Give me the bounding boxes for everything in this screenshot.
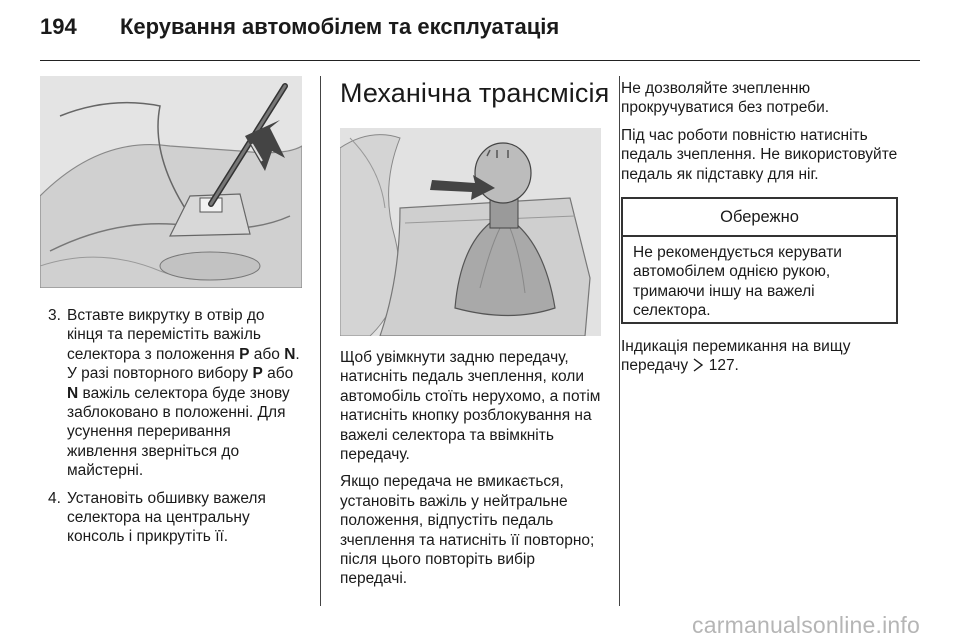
- instruction-step: [40, 306, 302, 481]
- instruction-step: [40, 489, 302, 547]
- body-paragraph: Під час роботи повністю натисніть педаль зчеплення. Не використовуйте педаль як підставку для ніг.: [621, 126, 898, 183]
- upshift-reference-text: Індикація перемикання на вищу передачу: [621, 338, 851, 375]
- caution-text: Не рекомендується керувати автомобілем однією рукою, тримаючи іншу на важелі селектора.: [633, 244, 842, 320]
- upshift-indicator-reference: [621, 337, 901, 378]
- step-number: 4.: [48, 489, 61, 507]
- page-header-title: Керування автомобілем та експлуатація: [120, 14, 560, 39]
- middle-column: [340, 348, 602, 597]
- step-text: . У разі повторного вибору: [67, 345, 300, 383]
- page-reference-arrow-icon: [692, 358, 704, 377]
- right-column-top: [621, 79, 901, 192]
- caution-box: [621, 197, 898, 324]
- step-text: важіль селектора буде знову заблоковано в положенні. Для усунення переривання живлення зверніться до майстерні.: [67, 384, 290, 480]
- body-paragraph: Якщо передача не вмикається, установіть важіль у нейтральне положення, відпустіть педаль зчеплення та натисніть її повторно; після цього повторіть вибір передачі.: [340, 473, 595, 588]
- step-text: або: [262, 365, 294, 383]
- step-text: або: [249, 345, 285, 363]
- page-number: 194: [40, 14, 77, 39]
- step-text-bold: P: [252, 365, 263, 383]
- gear-shift-illustration: [340, 128, 601, 336]
- column-divider-2: [619, 76, 620, 606]
- step-text: Установіть обшивку важеля селектора на центральну консоль і прикрутіть її.: [67, 489, 266, 546]
- left-column: [40, 306, 302, 555]
- body-paragraph: Не дозволяйте зчепленню прокручуватися без потреби.: [621, 80, 830, 117]
- caution-title: Обережно: [623, 199, 896, 237]
- screwdriver-illustration: [40, 76, 302, 288]
- right-column-bottom: [621, 337, 901, 386]
- step-text-bold: N: [67, 384, 79, 402]
- step-text-bold: N: [284, 345, 296, 363]
- section-heading: Механічна трансмісія: [340, 78, 610, 108]
- body-paragraph: Щоб увімкнути задню передачу, натисніть педаль зчеплення, коли автомобіль стоїть нерухомо, а потім натисніть кнопку розблокування на важелі селектора та ввімкніть передачу.: [340, 349, 601, 464]
- watermark: carmanualsonline.info: [692, 612, 920, 638]
- header-rule: [40, 60, 920, 61]
- reference-page: 127.: [704, 357, 739, 375]
- step-text: Вставте викрутку в отвір до кінця та перемістіть важіль селектора з положення: [67, 307, 265, 363]
- instruction-steps: [40, 306, 302, 547]
- step-text-bold: P: [239, 345, 250, 363]
- step-number: 3.: [48, 307, 61, 324]
- column-divider-1: [320, 76, 321, 606]
